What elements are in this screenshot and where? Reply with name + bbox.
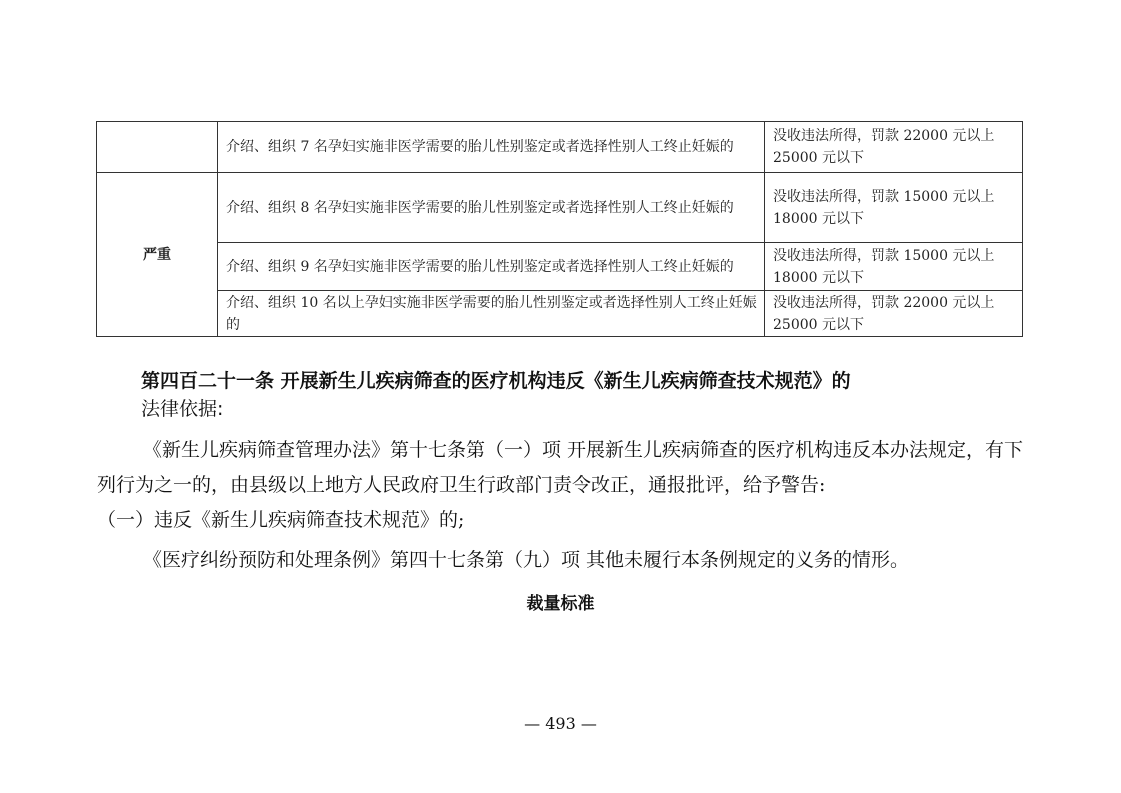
violation-description-cell: 介绍、组织 8 名孕妇实施非医学需要的胎儿性别鉴定或者选择性别人工终止妊娠的 — [218, 173, 765, 243]
violation-description-cell: 介绍、组织 10 名以上孕妇实施非医学需要的胎儿性别鉴定或者选择性别人工终止妊娠的 — [218, 291, 765, 337]
penalty-cell: 没收违法所得，罚款 15000 元以上 18000 元以下 — [765, 243, 1023, 291]
legal-basis-item: （一）违反《新生儿疾病筛查技术规范》的; — [97, 509, 465, 531]
penalty-standard-table — [96, 121, 1023, 337]
article-heading — [141, 367, 1001, 423]
severity-level-cell: 严重 — [97, 173, 218, 337]
severity-level-cell — [97, 122, 218, 173]
legal-basis-paragraph: 《新生儿疾病筛查管理办法》第十七条第（一）项 开展新生儿疾病筛查的医疗机构违反本办法规定，有下列行为之一的，由县级以上地方人民政府卫生行政部门责令改正，通报批评，给予警告: — [97, 439, 1024, 496]
legal-basis-label: 法律依据: — [141, 398, 224, 420]
penalty-cell: 没收违法所得，罚款 22000 元以上 25000 元以下 — [765, 122, 1023, 173]
section-title: 裁量标准 — [526, 594, 595, 614]
table-row — [97, 122, 1023, 173]
table-row — [97, 291, 1023, 337]
penalty-cell: 没收违法所得，罚款 22000 元以上 25000 元以下 — [765, 291, 1023, 337]
legal-basis-paragraph: 《医疗纠纷预防和处理条例》第四十七条第（九）项 其他未履行本条例规定的义务的情形。 — [143, 549, 910, 571]
table-row — [97, 173, 1023, 243]
violation-description-cell: 介绍、组织 7 名孕妇实施非医学需要的胎儿性别鉴定或者选择性别人工终止妊娠的 — [218, 122, 765, 173]
article-title: 第四百二十一条 开展新生儿疾病筛查的医疗机构违反《新生儿疾病筛查技术规范》的 — [141, 370, 851, 392]
table-row — [97, 243, 1023, 291]
page-number: — 493 — — [524, 714, 597, 733]
violation-description-cell: 介绍、组织 9 名孕妇实施非医学需要的胎儿性别鉴定或者选择性别人工终止妊娠的 — [218, 243, 765, 291]
penalty-cell: 没收违法所得，罚款 15000 元以上 18000 元以下 — [765, 173, 1023, 243]
